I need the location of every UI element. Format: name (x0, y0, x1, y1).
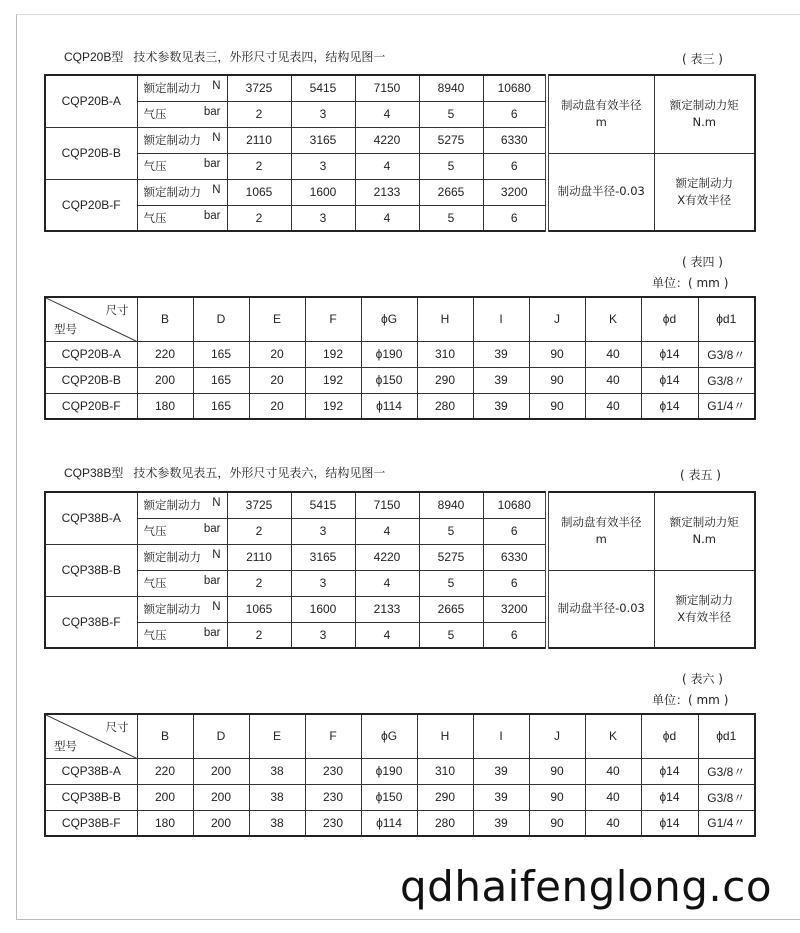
force-label: 额定制动力 (143, 81, 201, 96)
dim-value: 90 (529, 393, 585, 419)
dim-value: 192 (305, 341, 361, 367)
pressure-value: 5 (419, 205, 483, 231)
section-model-name: CQP38B型 (64, 466, 124, 480)
pressure-label: 气压 (143, 627, 167, 642)
pressure-unit: bar (203, 209, 221, 222)
dim-value: 40 (585, 393, 641, 419)
dim-header: J (529, 297, 585, 341)
dim-value: 230 (305, 758, 361, 784)
dim-value: ϕ14 (641, 393, 698, 419)
force-unit: N (212, 132, 221, 144)
dim-value: G3/8〃 (698, 367, 755, 393)
model-cell: CQP20B-A (45, 341, 137, 367)
dim-header-row (45, 714, 755, 758)
corner-label-model: 型号 (54, 321, 77, 336)
force-value: 4220 (355, 544, 419, 570)
pressure-value: 6 (483, 205, 547, 231)
section-heading-text: 技术参数见表五，外形尺寸见表六，结构见图一 (133, 466, 386, 480)
dim-header: E (249, 714, 305, 758)
force-value: 5415 (291, 75, 355, 101)
pressure-label-cell (137, 570, 227, 596)
model-cell: CQP38B-F (45, 596, 137, 648)
force-value: 2665 (419, 179, 483, 205)
force-value: 2110 (227, 127, 291, 153)
dim-value: 165 (193, 341, 249, 367)
param-table (44, 491, 756, 649)
dim-value: G3/8〃 (698, 341, 755, 367)
table-label: ( 表六 ) (682, 672, 723, 686)
model-cell: CQP20B-A (45, 75, 137, 127)
pressure-value: 5 (419, 622, 483, 648)
side-header-torque: 额定制动力矩 N.m (654, 75, 755, 153)
model-cell: CQP20B-F (45, 179, 137, 231)
force-value: 6330 (483, 127, 547, 153)
force-unit: N (212, 80, 221, 93)
pressure-unit: bar (203, 626, 221, 639)
param-force-row (45, 492, 755, 518)
force-value: 2110 (227, 544, 291, 570)
dim-header-row (45, 297, 755, 341)
dim-header: F (305, 297, 361, 341)
force-value: 3165 (291, 544, 355, 570)
dim-value: ϕ14 (641, 367, 698, 393)
force-label: 额定制动力 (143, 185, 201, 199)
dim-value: 39 (473, 784, 529, 810)
dim-value: 40 (585, 810, 641, 836)
pressure-value: 6 (483, 622, 547, 648)
dim-row (45, 784, 755, 810)
section-heading (64, 48, 385, 65)
pressure-value: 2 (227, 101, 291, 127)
dim-value: 200 (193, 810, 249, 836)
dim-value: 90 (529, 784, 585, 810)
dim-value: ϕ114 (361, 810, 417, 836)
force-value: 3165 (291, 127, 355, 153)
dim-value: 310 (417, 341, 473, 367)
dim-value: 290 (417, 367, 473, 393)
dim-value: ϕ14 (641, 341, 698, 367)
force-value: 2133 (355, 179, 419, 205)
section-heading-text: 技术参数见表三，外形尺寸见表四，结构见图一 (133, 50, 386, 64)
dim-value: ϕ14 (641, 810, 698, 836)
pressure-label-cell (137, 153, 227, 179)
corner-label-size: 尺寸 (105, 303, 129, 317)
dim-row (45, 393, 755, 419)
model-cell: CQP20B-B (45, 367, 137, 393)
pressure-unit: bar (203, 575, 221, 587)
force-value: 7150 (355, 75, 419, 101)
dim-value: 230 (305, 784, 361, 810)
force-value: 3200 (483, 596, 547, 622)
dim-value: ϕ190 (361, 341, 417, 367)
model-cell: CQP20B-F (45, 393, 137, 419)
pressure-value: 2 (227, 622, 291, 648)
force-label: 额定制动力 (143, 602, 201, 616)
force-value: 8940 (419, 75, 483, 101)
pressure-value: 5 (419, 101, 483, 127)
dim-header: H (417, 714, 473, 758)
dim-value: 39 (473, 810, 529, 836)
pressure-value: 6 (483, 153, 547, 179)
side-value-torque: 额定制动力 X有效半径 (654, 570, 755, 648)
table-label: ( 表四 ) (682, 255, 723, 269)
dim-value: ϕ14 (641, 758, 698, 784)
pressure-value: 4 (355, 153, 419, 179)
table-label: ( 表五 ) (680, 468, 721, 482)
pressure-label: 气压 (143, 210, 167, 225)
force-value: 7150 (355, 492, 419, 518)
dim-header: J (529, 714, 585, 758)
force-value: 4220 (355, 127, 419, 153)
dim-value: 180 (137, 393, 193, 419)
side-header-radius: 制动盘有效半径 m (547, 75, 654, 153)
dim-value: 20 (249, 393, 305, 419)
dim-header: D (193, 714, 249, 758)
dim-value: 290 (417, 784, 473, 810)
force-value: 1600 (291, 179, 355, 205)
corner-cell (45, 297, 137, 341)
dim-value: ϕ14 (641, 784, 698, 810)
dim-row (45, 341, 755, 367)
dim-value: 200 (193, 784, 249, 810)
force-value: 6330 (483, 544, 547, 570)
dim-value: 192 (305, 367, 361, 393)
dim-value: 40 (585, 784, 641, 810)
pressure-value: 3 (291, 205, 355, 231)
dim-value: 165 (193, 367, 249, 393)
force-value: 3725 (227, 75, 291, 101)
pressure-label: 气压 (143, 107, 167, 121)
model-cell: CQP20B-B (45, 127, 137, 179)
pressure-value: 4 (355, 205, 419, 231)
dim-value: 40 (585, 367, 641, 393)
pressure-label: 气压 (143, 159, 167, 173)
pressure-label-cell (137, 101, 227, 127)
side-header-radius: 制动盘有效半径 m (547, 492, 654, 570)
dim-header: ϕG (361, 297, 417, 341)
force-label-cell (137, 127, 227, 153)
dim-header: I (473, 714, 529, 758)
dim-value: 39 (473, 758, 529, 784)
dim-value: 220 (137, 341, 193, 367)
dim-header: ϕd (641, 297, 698, 341)
section-heading (64, 464, 385, 481)
dim-value: 192 (305, 393, 361, 419)
dim-value: ϕ190 (361, 758, 417, 784)
dim-header: B (137, 714, 193, 758)
param-force-row (45, 75, 755, 101)
dim-value: 20 (249, 341, 305, 367)
model-cell: CQP38B-A (45, 492, 137, 544)
pressure-value: 6 (483, 570, 547, 596)
force-value: 3725 (227, 492, 291, 518)
force-label: 额定制动力 (143, 550, 201, 564)
pressure-label-cell (137, 518, 227, 544)
force-value: 5275 (419, 544, 483, 570)
model-cell: CQP38B-A (45, 758, 137, 784)
corner-label-model: 型号 (54, 738, 77, 753)
dim-value: 200 (193, 758, 249, 784)
pressure-value: 5 (419, 518, 483, 544)
dim-value: ϕ150 (361, 784, 417, 810)
dim-value: 200 (137, 784, 193, 810)
force-unit: N (212, 549, 221, 561)
dim-header: K (585, 714, 641, 758)
force-value: 2133 (355, 596, 419, 622)
dim-row (45, 758, 755, 784)
side-value-radius: 制动盘半径-0.03 (547, 153, 654, 231)
force-label-cell (137, 179, 227, 205)
force-label: 额定制动力 (143, 133, 201, 147)
force-value: 5415 (291, 492, 355, 518)
model-cell: CQP38B-F (45, 810, 137, 836)
unit-label: 单位：( mm ) (652, 276, 729, 290)
dim-value: 39 (473, 367, 529, 393)
dim-header: ϕG (361, 714, 417, 758)
pressure-value: 3 (291, 570, 355, 596)
dim-header: ϕd1 (698, 297, 755, 341)
pressure-value: 2 (227, 205, 291, 231)
force-label-cell (137, 75, 227, 101)
pressure-value: 2 (227, 570, 291, 596)
dim-row (45, 367, 755, 393)
dim-value: 40 (585, 758, 641, 784)
model-cell: CQP38B-B (45, 784, 137, 810)
dim-value: 280 (417, 393, 473, 419)
pressure-value: 4 (355, 570, 419, 596)
dim-value: G1/4〃 (698, 393, 755, 419)
pressure-unit: bar (203, 106, 221, 118)
force-label-cell (137, 544, 227, 570)
force-label: 额定制动力 (143, 498, 201, 513)
dimension-table (44, 296, 756, 420)
side-value-torque: 额定制动力 X有效半径 (654, 153, 755, 231)
dim-value: 230 (305, 810, 361, 836)
dimension-table (44, 713, 756, 837)
corner-cell (45, 714, 137, 758)
dim-value: 90 (529, 341, 585, 367)
dim-value: 40 (585, 341, 641, 367)
pressure-unit: bar (203, 523, 221, 535)
dim-value: 39 (473, 341, 529, 367)
pressure-value: 4 (355, 101, 419, 127)
pressure-value: 3 (291, 518, 355, 544)
pressure-value: 2 (227, 518, 291, 544)
force-label-cell (137, 596, 227, 622)
pressure-label-cell (137, 205, 227, 231)
pressure-value: 3 (291, 622, 355, 648)
force-value: 3200 (483, 179, 547, 205)
force-value: 2665 (419, 596, 483, 622)
pressure-value: 6 (483, 518, 547, 544)
force-value: 10680 (483, 492, 547, 518)
dim-header: H (417, 297, 473, 341)
dim-header: ϕd (641, 714, 698, 758)
dim-value: 200 (137, 367, 193, 393)
dim-value: 220 (137, 758, 193, 784)
pressure-value: 3 (291, 101, 355, 127)
pressure-value: 2 (227, 153, 291, 179)
pressure-value: 3 (291, 153, 355, 179)
force-value: 10680 (483, 75, 547, 101)
dim-value: G3/8〃 (698, 784, 755, 810)
dim-value: ϕ114 (361, 393, 417, 419)
section-model-name: CQP20B型 (64, 50, 124, 64)
dim-value: 39 (473, 393, 529, 419)
dim-value: 90 (529, 758, 585, 784)
force-value: 1065 (227, 179, 291, 205)
force-value: 8940 (419, 492, 483, 518)
pressure-value: 5 (419, 570, 483, 596)
force-unit: N (212, 497, 221, 510)
pressure-label: 气压 (143, 576, 167, 590)
dim-header: E (249, 297, 305, 341)
dim-value: 38 (249, 758, 305, 784)
pressure-value: 4 (355, 622, 419, 648)
dim-value: 38 (249, 810, 305, 836)
param-pressure-row (45, 153, 755, 179)
dim-header: F (305, 714, 361, 758)
force-value: 5275 (419, 127, 483, 153)
pressure-value: 6 (483, 101, 547, 127)
corner-label-size: 尺寸 (105, 720, 129, 734)
dim-row (45, 810, 755, 836)
model-cell: CQP38B-B (45, 544, 137, 596)
force-value: 1600 (291, 596, 355, 622)
unit-label: 单位：( mm ) (652, 693, 729, 707)
dim-value: 20 (249, 367, 305, 393)
force-unit: N (212, 601, 221, 613)
dim-value: 310 (417, 758, 473, 784)
force-unit: N (212, 184, 221, 196)
watermark: qdhaifenglong.co (400, 862, 773, 911)
dim-value: G3/8〃 (698, 758, 755, 784)
dim-value: 180 (137, 810, 193, 836)
pressure-label-cell (137, 622, 227, 648)
pressure-value: 5 (419, 153, 483, 179)
dim-header: ϕd1 (698, 714, 755, 758)
pressure-value: 4 (355, 518, 419, 544)
dim-header: I (473, 297, 529, 341)
dim-value: 90 (529, 810, 585, 836)
dim-value: 280 (417, 810, 473, 836)
pressure-label: 气压 (143, 524, 167, 538)
force-label-cell (137, 492, 227, 518)
force-value: 1065 (227, 596, 291, 622)
dim-value: G1/4〃 (698, 810, 755, 836)
table-label: ( 表三 ) (682, 52, 723, 66)
dim-header: D (193, 297, 249, 341)
dim-value: ϕ150 (361, 367, 417, 393)
param-pressure-row (45, 570, 755, 596)
side-header-torque: 额定制动力矩 N.m (654, 492, 755, 570)
dim-header: B (137, 297, 193, 341)
dim-value: 38 (249, 784, 305, 810)
pressure-unit: bar (203, 158, 221, 170)
dim-header: K (585, 297, 641, 341)
dim-value: 90 (529, 367, 585, 393)
param-table (44, 74, 756, 232)
side-value-radius: 制动盘半径-0.03 (547, 570, 654, 648)
dim-value: 165 (193, 393, 249, 419)
